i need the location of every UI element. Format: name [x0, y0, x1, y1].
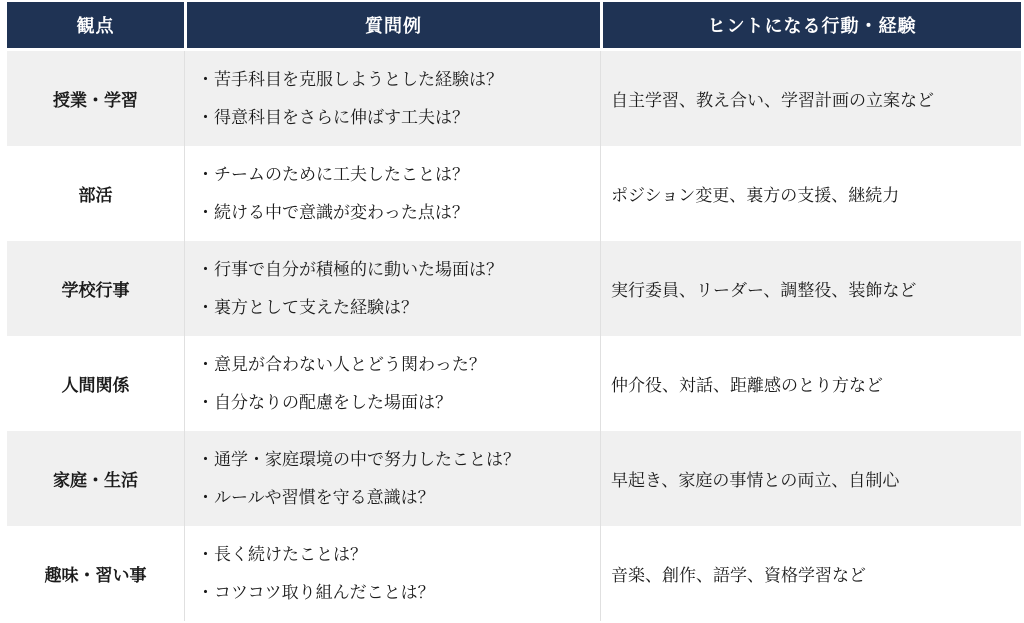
table-row [7, 241, 1021, 336]
table-row [7, 146, 1021, 241]
table-row [7, 526, 1021, 621]
question-line: ・意見が合わない人とどう関わった？ [197, 354, 486, 374]
questions-cell [184, 526, 600, 621]
question-line: ・苦手科目を克服しようとした経験は？ [197, 69, 503, 89]
table-body [7, 51, 1021, 621]
hint-cell: 音楽、創作、語学、資格学習など [600, 526, 1021, 621]
question-line: ・チームのために工夫したことは？ [197, 164, 469, 184]
hint-cell: ポジション変更、裏方の支援、継続力 [600, 146, 1021, 241]
table-header [7, 2, 1021, 51]
question-line: ・コツコツ取り組んだことは？ [197, 582, 435, 602]
category-cell: 授業・学習 [7, 51, 184, 146]
question-line: ・自分なりの配慮をした場面は？ [197, 392, 452, 412]
question-line: ・長く続けたことは？ [197, 544, 367, 564]
hint-cell: 実行委員、リーダー、調整役、装飾など [600, 241, 1021, 336]
questions-cell [184, 241, 600, 336]
question-line: ・ルールや習慣を守る意識は？ [197, 487, 435, 507]
header-cell-questions: 質問例 [184, 2, 600, 51]
question-line: ・通学・家庭環境の中で努力したことは？ [197, 449, 520, 469]
table-row [7, 51, 1021, 146]
questions-cell [184, 51, 600, 146]
header-row [7, 2, 1021, 51]
hint-cell: 自主学習、教え合い、学習計画の立案など [600, 51, 1021, 146]
table-row [7, 431, 1021, 526]
category-cell: 部活 [7, 146, 184, 241]
header-cell-perspective: 観点 [7, 2, 184, 51]
question-line: ・得意科目をさらに伸ばす工夫は？ [197, 107, 469, 127]
hint-cell: 仲介役、対話、距離感のとり方など [600, 336, 1021, 431]
question-line: ・行事で自分が積極的に動いた場面は？ [197, 259, 503, 279]
questions-cell [184, 431, 600, 526]
category-cell: 趣味・習い事 [7, 526, 184, 621]
questions-cell [184, 336, 600, 431]
table-row [7, 336, 1021, 431]
question-line: ・裏方として支えた経験は？ [197, 297, 418, 317]
hint-cell: 早起き、家庭の事情との両立、自制心 [600, 431, 1021, 526]
header-cell-hints: ヒントになる行動・経験 [600, 2, 1021, 51]
category-cell: 家庭・生活 [7, 431, 184, 526]
hints-table [7, 2, 1021, 621]
questions-cell [184, 146, 600, 241]
question-line: ・続ける中で意識が変わった点は？ [197, 202, 469, 222]
category-cell: 学校行事 [7, 241, 184, 336]
category-cell: 人間関係 [7, 336, 184, 431]
